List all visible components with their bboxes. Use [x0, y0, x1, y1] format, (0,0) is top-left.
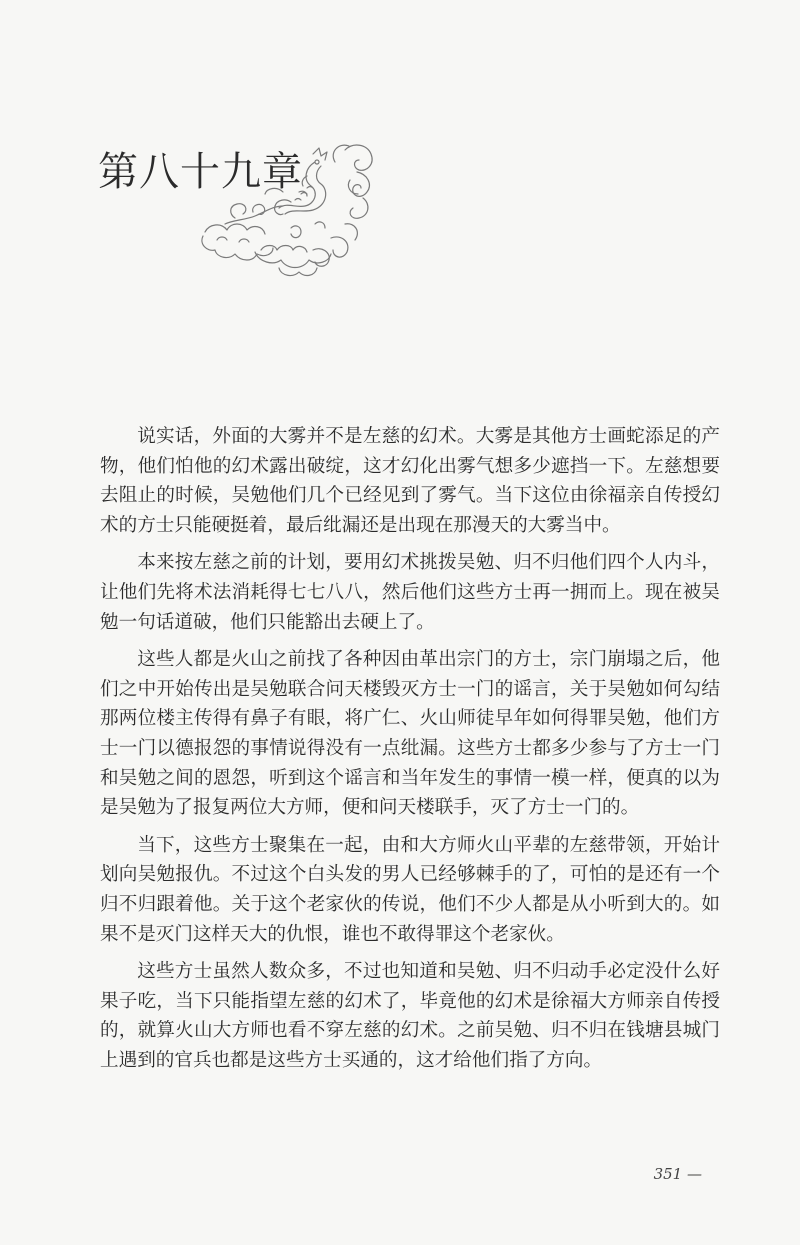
paragraph: 这些人都是火山之前找了各种因由革出宗门的方士，宗门崩塌之后，他们之中开始传出是吴勉联合问天楼毁灭方士一门的谣言，关于吴勉如何勾结那两位楼主传得有鼻子有眼，将广仁、火山师徒早年如何得罪吴勉，他们方士一门以德报怨的事情说得没有一点纰漏。这些方士都多少参与了方士一门和吴勉之间的恩怨，听到这个谣言和当年发生的事情一模一样，便真的以为是吴勉为了报复两位大方师，便和问天楼联手，灭了方士一门的。	[100, 649, 720, 819]
cloud-dragon-ornament-icon	[195, 132, 385, 287]
paragraph: 本来按左慈之前的计划，要用幻术挑拨吴勉、归不归他们四个人内斗，让他们先将术法消耗得七七八八，然后他们这些方士再一拥而上。现在被吴勉一句话道破，他们只能豁出去硬上了。	[100, 552, 720, 633]
paragraph: 说实话，外面的大雾并不是左慈的幻术。大雾是其他方士画蛇添足的产物，他们怕他的幻术露出破绽，这才幻化出雾气想多少遮挡一下。左慈想要去阻止的时候，吴勉他们几个已经见到了雾气。当下这位由徐福亲自传授幻术的方士只能硬挺着，最后纰漏还是出现在那漫天的大雾当中。	[100, 426, 720, 536]
page-number: 351 —	[653, 1165, 702, 1183]
paragraph: 这些方士虽然人数众多，不过也知道和吴勉、归不归动手必定没什么好果子吃，当下只能指望左慈的幻术了，毕竟他的幻术是徐福大方师亲自传授的，就算火山大方师也看不穿左慈的幻术。之前吴勉、归不归在钱塘县城门上遇到的官兵也都是这些方士买通的，这才给他们指了方向。	[100, 961, 720, 1071]
chapter-body	[100, 422, 720, 1083]
chapter-title: 第八十九章	[98, 149, 303, 195]
paragraph: 当下，这些方士聚集在一起，由和大方师火山平辈的左慈带领，开始计划向吴勉报仇。不过这个白头发的男人已经够棘手的了，可怕的是还有一个归不归跟着他。关于这个老家伙的传说，他们不少人都是从小听到大的。如果不是灭门这样天大的仇恨，谁也不敢得罪这个老家伙。	[100, 834, 720, 945]
